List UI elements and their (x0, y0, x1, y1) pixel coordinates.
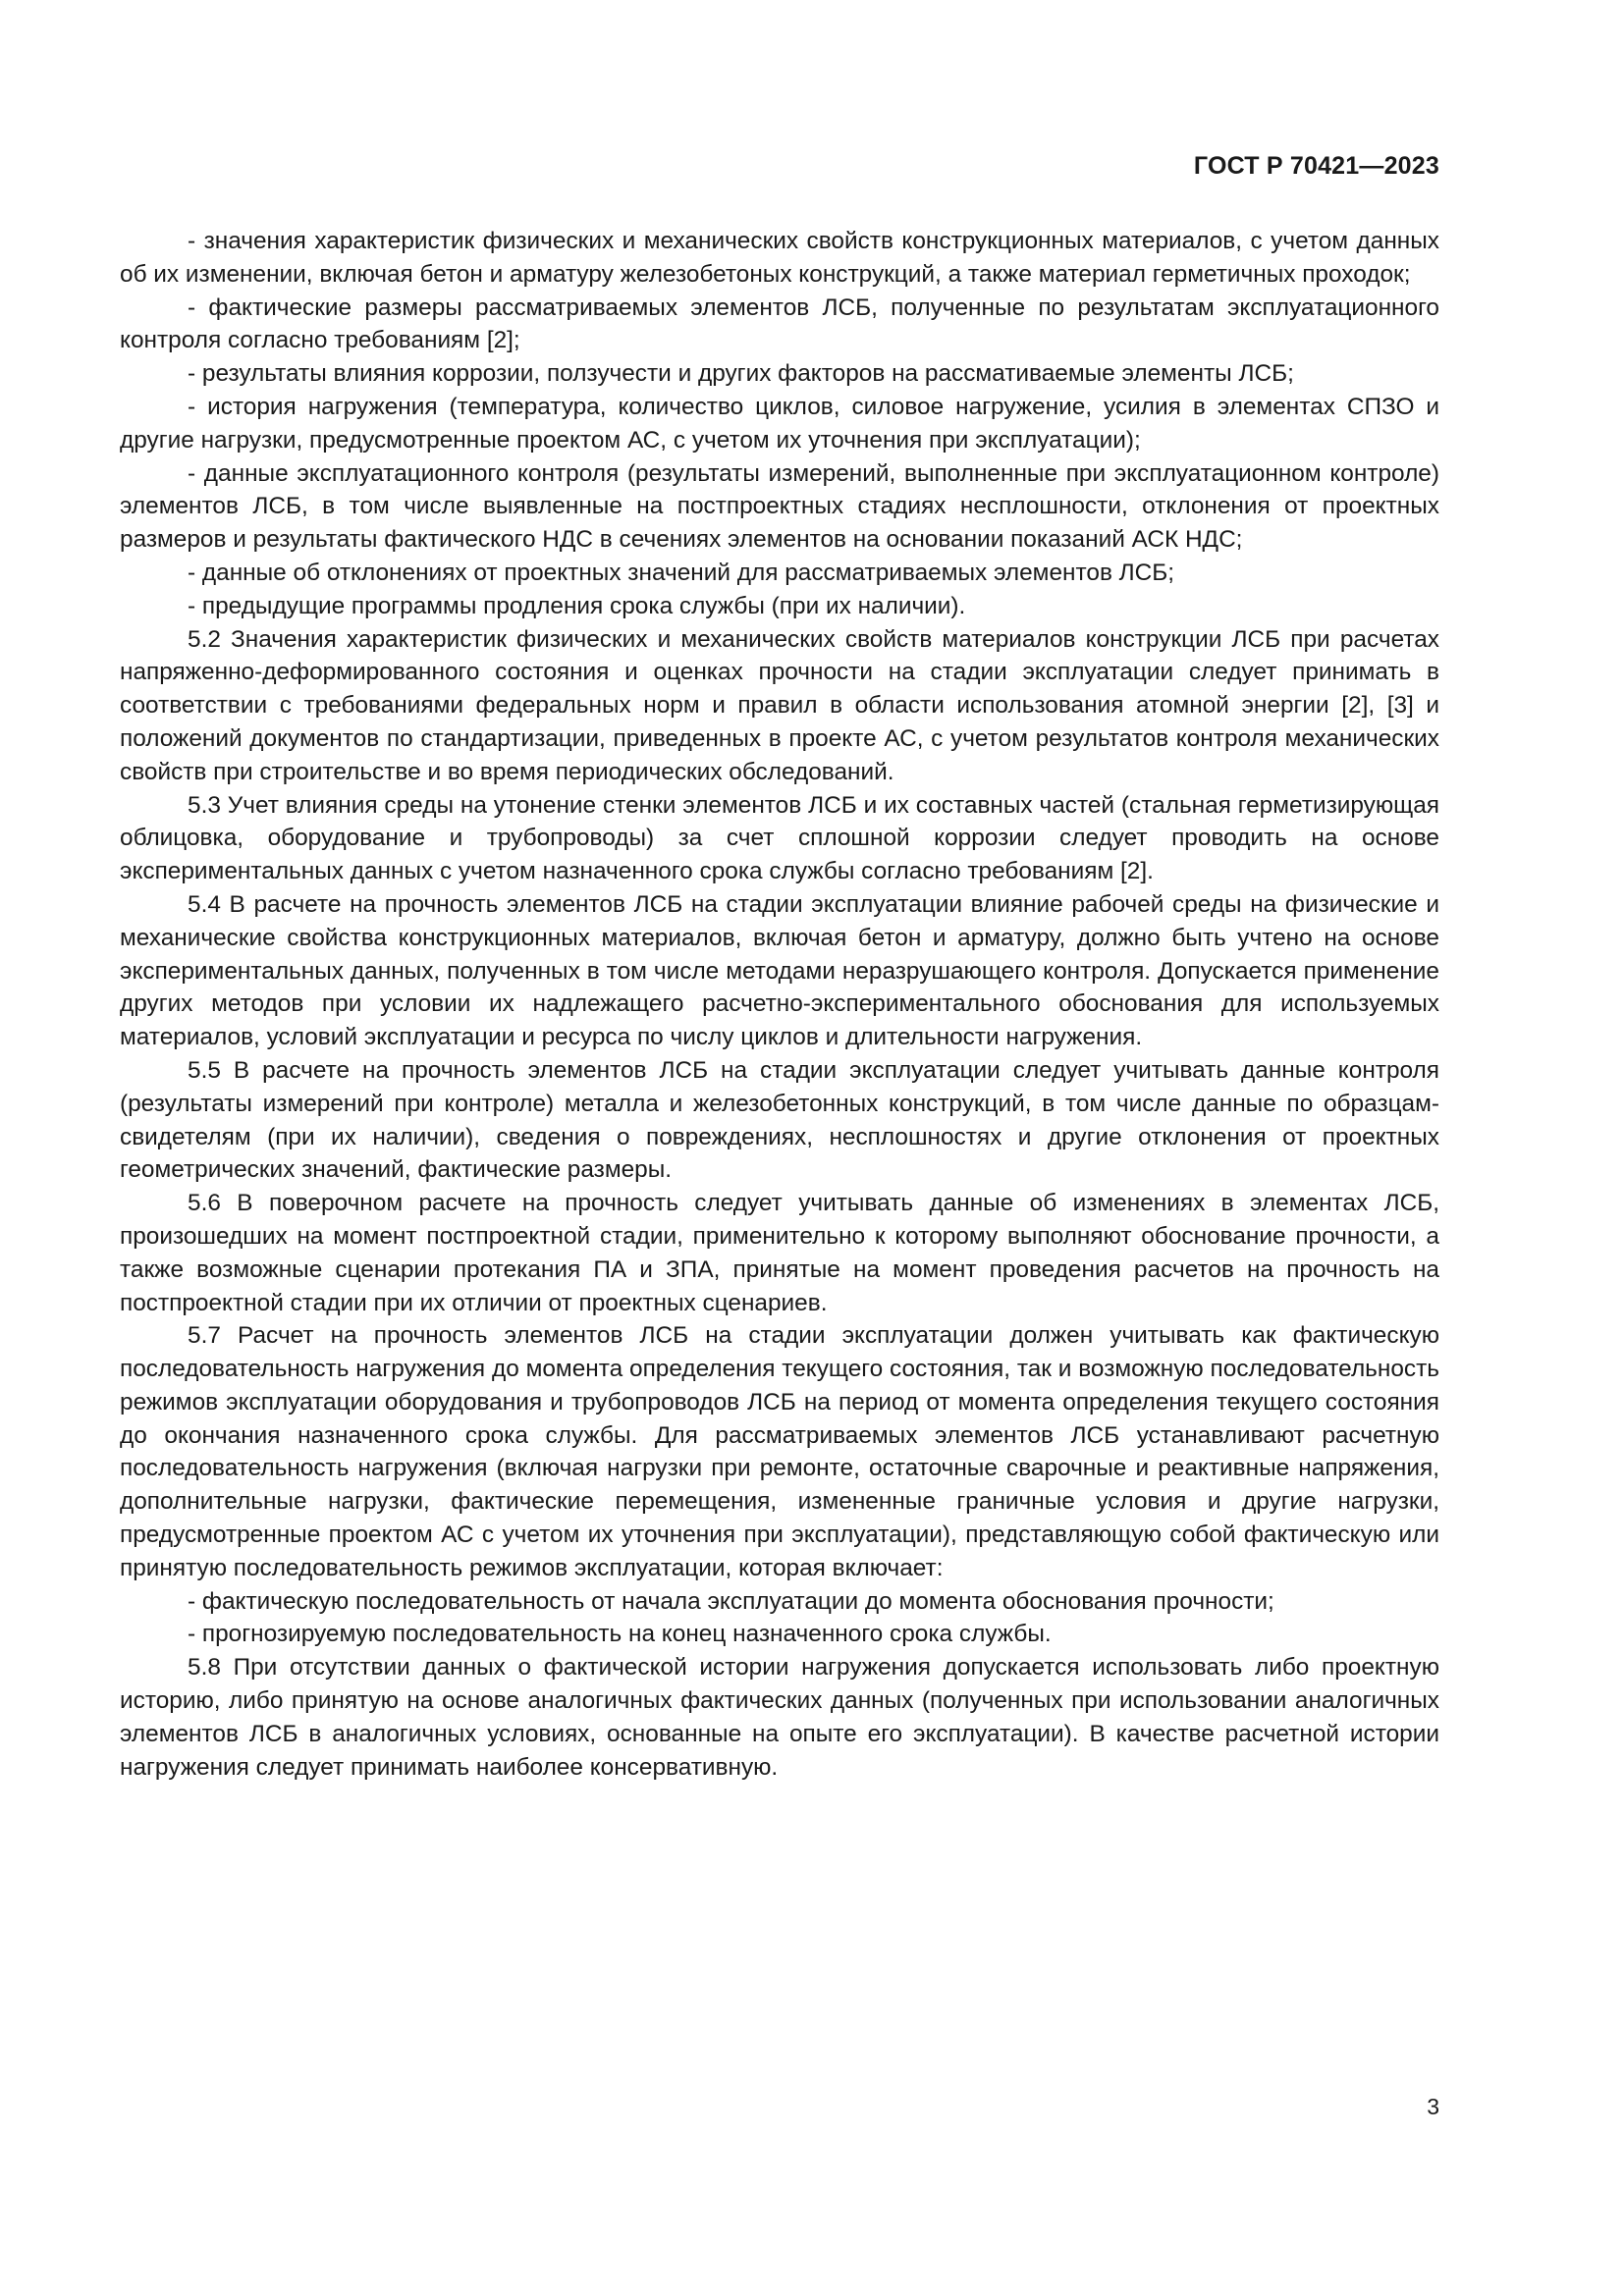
clause-5-2: 5.2 Значения характеристик физических и механических свойств материалов конструкции ЛСБ при расчетах напряженно-деформированного состояния и оценках прочности на стадии эксплуатации следует принимать в соответствии с требованиями федеральных норм и правил в области использования атомной энергии [2], [3] и положений документов по стандартизации, приведенных в проекте АС, с учетом результатов контроля механических свойств при строительстве и во время периодических обследований. (120, 625, 1439, 785)
document-code: ГОСТ Р 70421—2023 (1193, 152, 1439, 180)
body-text (120, 225, 1439, 1784)
list-item-actual-dimensions: - фактические размеры рассматриваемых элементов ЛСБ, полученные по результатам эксплуатационного контроля согласно требованиям [2]; (120, 294, 1439, 354)
clause-5-5: 5.5 В расчете на прочность элементов ЛСБ на стадии эксплуатации следует учитывать данные контроля (результаты измерений при контроле) металла и железобетонных конструкций, в том числе данные по образцам-свидетелям (при их наличии), сведения о повреждениях, несплошностях и другие отклонения от проектных геометрических значений, фактические размеры. (120, 1056, 1439, 1184)
clause-5-6: 5.6 В поверочном расчете на прочность следует учитывать данные об изменениях в элементах ЛСБ, произошедших на момент постпроектной стадии, применительно к которому выполняют обоснование прочности, а также возможные сценарии протекания ПА и ЗПА, принятые на момент проведения расчетов на прочность на постпроектной стадии при их отличии от проектных сценариев. (120, 1190, 1439, 1316)
clause-5-8: 5.8 При отсутствии данных о фактической истории нагружения допускается использовать либо проектную историю, либо принятую на основе аналогичных фактических данных (полученных при использовании аналогичных элементов ЛСБ в аналогичных условиях, основанные на опыте его эксплуатации). В качестве расчетной истории нагружения следует принимать наиболее консервативную. (120, 1654, 1439, 1781)
list-item-material-properties: - значения характеристик физических и механических свойств конструкционных материалов, с учетом данных об их изменении, включая бетон и арматуру железобетоных конструкций, а также материал герметичных проходок; (120, 228, 1439, 288)
list-item-loading-history: - история нагружения (температура, количество циклов, силовое нагружение, усилия в элементах СПЗО и другие нагрузки, предусмотренные проектом АС, с учетом их уточнения при эксплуатации); (120, 393, 1439, 454)
list-item-corrosion-effects: - результаты влияния коррозии, ползучести и других факторов на рассмативаемые элементы ЛСБ; (188, 360, 1294, 388)
list-item-predicted-sequence: - прогнозируемую последовательность на конец назначенного срока службы. (188, 1621, 1052, 1648)
clause-5-3: 5.3 Учет влияния среды на утонение стенки элементов ЛСБ и их составных частей (стальная герметизирующая облицовка, оборудование и трубопроводы) за счет сплошной коррозии следует проводить на основе экспериментальных данных с учетом назначенного срока службы согласно требованиям [2]. (120, 791, 1439, 885)
clause-5-7: 5.7 Расчет на прочность элементов ЛСБ на стадии эксплуатации должен учитывать как фактическую последовательность нагружения до момента определения текущего состояния, так и возможную последовательность режимов эксплуатации оборудования и трубопроводов ЛСБ на период от момента определения текущего состояния до окончания назначенного срока службы. Для рассматриваемых элементов ЛСБ устанавливают расчетную последовательность нагружения (включая нагрузки при ремонте, остаточные сварочные и реактивные напряжения, дополнительные нагрузки, фактические перемещения, измененные граничные условия и другие нагрузки, предусмотренные проектом АС с учетом их уточнения при эксплуатации), представляющую собой фактическую или принятую последовательность режимов эксплуатации, которая включает: (120, 1322, 1439, 1581)
page-number: 3 (1427, 2094, 1439, 2119)
list-item-operational-control-data: - данные эксплуатационного контроля (результаты измерений, выполненные при эксплуатационном контроле) элементов ЛСБ, в том числе выявленные на постпроектных стадиях несплошности, отклонения от проектных размеров и результаты фактического НДС в сечениях элементов на основании показаний АСК НДС; (120, 459, 1439, 554)
list-item-design-deviations: - данные об отклонениях от проектных значений для рассматриваемых элементов ЛСБ; (188, 559, 1175, 586)
clause-5-4: 5.4 В расчете на прочность элементов ЛСБ на стадии эксплуатации влияние рабочей среды на физические и механические свойства конструкционных материалов, включая бетон и арматуру, должно быть учтено на основе экспериментальных данных, полученных в том числе методами неразрушающего контроля. Допускается применение других методов при условии их надлежащего расчетно-экспериментального обоснования для используемых материалов, условий эксплуатации и ресурса по числу циклов и длительности нагружения. (120, 890, 1439, 1051)
list-item-previous-programs: - предыдущие программы продления срока службы (при их наличии). (188, 592, 966, 619)
list-item-actual-sequence: - фактическую последовательность от начала эксплуатации до момента обоснования прочности; (188, 1587, 1274, 1615)
